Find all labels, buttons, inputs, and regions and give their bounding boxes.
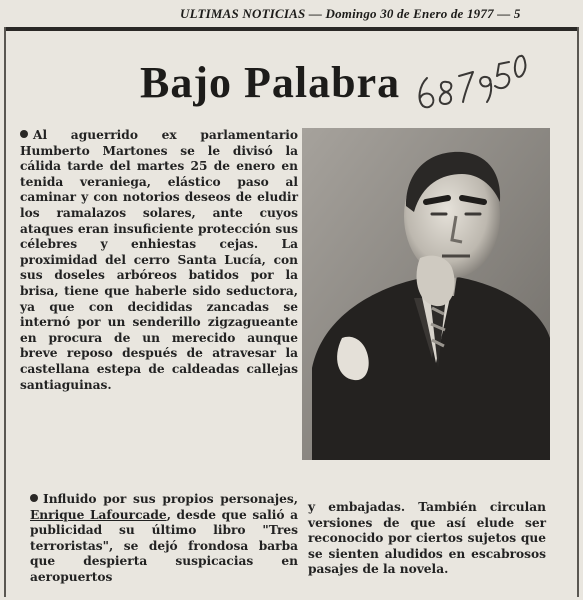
column-title: Bajo Palabra [140, 58, 401, 107]
top-rule [4, 27, 579, 31]
bullet-icon [30, 494, 38, 502]
article-2-post: , desde que salió a publicidad su último libro "Tres terroristas", se dejó frondosa barba que despierta suspicacias en aeropuertos [30, 507, 299, 584]
bullet-icon [20, 130, 28, 138]
article-humberto-martones [20, 128, 298, 393]
masthead: ULTIMAS NOTICIAS — Domingo 30 de Enero de 1977 — 5 [180, 6, 521, 21]
article-2-pre: Influido por sus propios personajes, [43, 492, 298, 506]
handwritten-number [413, 48, 533, 114]
article-2-continuation: y embajadas. También circulan versiones de que así elude ser reconocido por ciertos sujetos que se sienten aludidos en escabrosos pasajes de la novela. [308, 500, 546, 577]
portrait-image [302, 128, 550, 460]
right-rule [577, 27, 579, 597]
portrait-photo [302, 128, 550, 460]
left-rule [4, 27, 6, 597]
article-enrique-lafourcade [30, 492, 298, 586]
article-1-text: Al aguerrido ex parlamentario Humberto Martones se le divisó la cálida tarde del martes 25 de enero en tenida veraniega, elástico paso al caminar y con notorios deseos de eludir los ramalazos solares, ante cuyos ataques eran insuficiente protección sus célebres y enhiestas cejas. La proximidad del cerro Santa Lucía, con sus doseles arbóreos batidos por la brisa, tiene que haberle sido seductora, ya que con decididas zancadas se internó por un senderillo zigzagueante en procura de un merecido aunque breve reposo después de atravesar la castellana estepa de caldeadas callejas santiaguinas. [20, 128, 298, 392]
article-2-name: Enrique Lafourcade [30, 507, 167, 522]
